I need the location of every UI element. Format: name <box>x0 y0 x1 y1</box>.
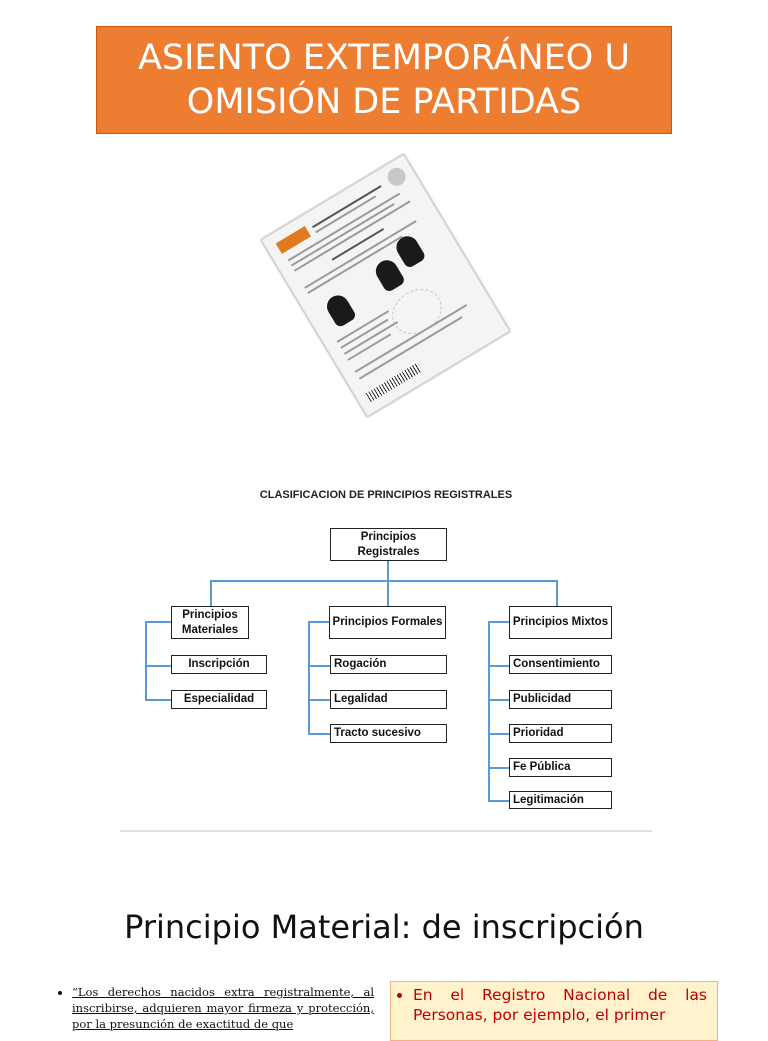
slide-title-line1: ASIENTO EXTEMPORÁNEO U <box>137 38 631 78</box>
node-prioridad: Prioridad <box>509 724 612 743</box>
example-text: • En el Registro Nacional de las Personas, por ejemplo, el primer <box>413 985 707 1025</box>
node-consentimiento: Consentimiento <box>509 655 612 674</box>
divider <box>120 830 652 832</box>
node-legitimacion: Legitimación <box>509 791 612 809</box>
node-especialidad: Especialidad <box>171 690 267 709</box>
node-inscripcion: Inscripción <box>171 655 267 674</box>
node-materiales: Principios Materiales <box>171 606 249 639</box>
quote-bullet <box>60 984 374 1032</box>
node-root: Principios Registrales <box>330 528 447 561</box>
slide-title-line2: OMISIÓN DE PARTIDAS <box>186 82 582 122</box>
node-publicidad: Publicidad <box>509 690 612 709</box>
node-tracto-sucesivo: Tracto sucesivo <box>330 724 447 743</box>
node-formales: Principios Formales <box>329 606 446 639</box>
quote-text: • “Los derechos nacidos extra registralmente, al inscribirse, adquieren mayor firmeza y protección, por la presunción de exactitud de que <box>72 984 374 1032</box>
node-fe-publica: Fe Pública <box>509 758 612 777</box>
slide-title <box>96 26 672 134</box>
example-callout <box>390 981 718 1041</box>
principles-diagram <box>120 470 652 832</box>
node-legalidad: Legalidad <box>330 690 447 709</box>
birth-certificate-image <box>272 152 502 412</box>
node-mixtos: Principios Mixtos <box>509 606 612 639</box>
node-rogacion: Rogación <box>330 655 447 674</box>
diagram-title: CLASIFICACION DE PRINCIPIOS REGISTRALES <box>259 489 513 501</box>
section-heading: Principio Material: de inscripción <box>124 908 644 946</box>
